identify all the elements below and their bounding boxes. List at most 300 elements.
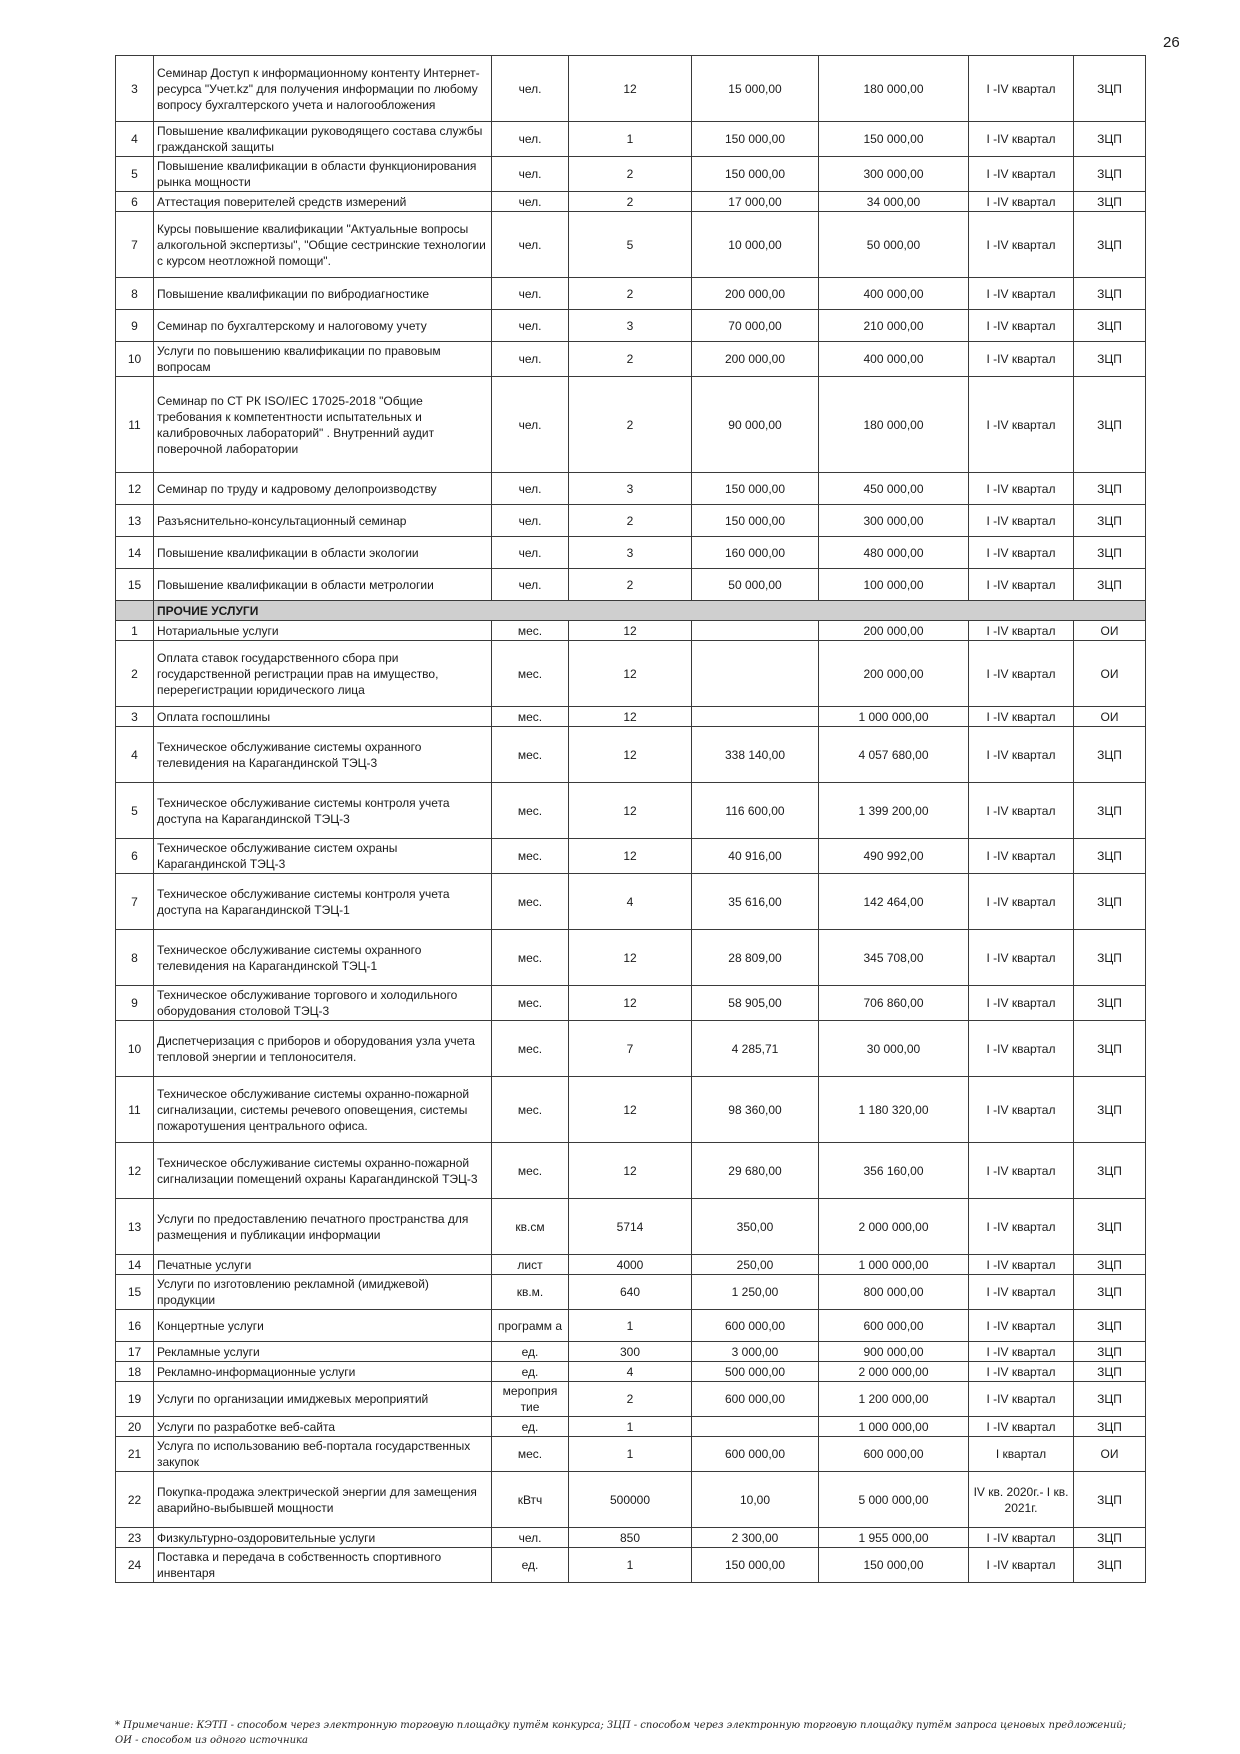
table-body [116,56,1146,1583]
cell-sum: 150 000,00 [819,1548,969,1583]
cell-method: ЗЦП [1074,212,1146,278]
cell-period: I -IV квартал [969,727,1074,783]
cell-unit: мес. [492,783,569,839]
cell-sum: 800 000,00 [819,1275,969,1310]
cell-name: Покупка-продажа электрической энергии для замещения аварийно-выбывшей мощности [154,1472,492,1528]
cell-qty: 12 [569,641,692,707]
cell-sum: 4 057 680,00 [819,727,969,783]
table-row [116,874,1146,930]
section-num-cell [116,601,154,621]
cell-unit: кв.см [492,1199,569,1255]
cell-num: 14 [116,1255,154,1275]
cell-method: ЗЦП [1074,473,1146,505]
cell-sum: 200 000,00 [819,621,969,641]
cell-unit: чел. [492,505,569,537]
cell-sum: 100 000,00 [819,569,969,601]
cell-qty: 12 [569,986,692,1021]
cell-period: I -IV квартал [969,641,1074,707]
table-row [116,1472,1146,1528]
cell-period: I -IV квартал [969,1382,1074,1417]
cell-name: Курсы повышение квалификации "Актуальные вопросы алкогольной экспертизы", "Общие сестринские технологии с курсом неотложной помощи". [154,212,492,278]
cell-price: 50 000,00 [692,569,819,601]
cell-sum: 300 000,00 [819,157,969,192]
cell-period: I -IV квартал [969,56,1074,122]
cell-qty: 2 [569,505,692,537]
cell-period: I -IV квартал [969,1310,1074,1342]
cell-method: ЗЦП [1074,874,1146,930]
procurement-table [115,55,1146,1583]
cell-method: ЗЦП [1074,1417,1146,1437]
cell-name: Оплата госпошлины [154,707,492,727]
cell-qty: 2 [569,192,692,212]
cell-qty: 2 [569,278,692,310]
cell-sum: 900 000,00 [819,1342,969,1362]
cell-price: 250,00 [692,1255,819,1275]
cell-method: ЗЦП [1074,1362,1146,1382]
cell-num: 10 [116,1021,154,1077]
cell-name: Повышение квалификации в области функционирования рынка мощности [154,157,492,192]
cell-price: 70 000,00 [692,310,819,342]
cell-unit: мес. [492,930,569,986]
cell-sum: 1 180 320,00 [819,1077,969,1143]
cell-price: 17 000,00 [692,192,819,212]
cell-unit: мес. [492,1437,569,1472]
cell-num: 5 [116,783,154,839]
cell-period: I -IV квартал [969,783,1074,839]
cell-qty: 12 [569,783,692,839]
table-row [116,986,1146,1021]
cell-price: 10 000,00 [692,212,819,278]
cell-unit: мес. [492,874,569,930]
cell-sum: 5 000 000,00 [819,1472,969,1528]
cell-qty: 1 [569,122,692,157]
cell-qty: 1 [569,1437,692,1472]
cell-num: 11 [116,377,154,473]
cell-name: Семинар по труду и кадровому делопроизводству [154,473,492,505]
cell-qty: 12 [569,1077,692,1143]
cell-name: Услуги по предоставлению печатного пространства для размещения и публикации информации [154,1199,492,1255]
cell-price: 116 600,00 [692,783,819,839]
cell-unit: мес. [492,707,569,727]
cell-method: ОИ [1074,707,1146,727]
table-row [116,1310,1146,1342]
cell-num: 22 [116,1472,154,1528]
cell-period: I -IV квартал [969,930,1074,986]
cell-unit: мес. [492,986,569,1021]
cell-num: 17 [116,1342,154,1362]
cell-qty: 4 [569,874,692,930]
cell-name: Физкультурно-оздоровительные услуги [154,1528,492,1548]
cell-method: ОИ [1074,641,1146,707]
cell-method: ЗЦП [1074,192,1146,212]
cell-price: 160 000,00 [692,537,819,569]
cell-unit: чел. [492,377,569,473]
cell-method: ЗЦП [1074,930,1146,986]
table-row [116,707,1146,727]
cell-name: Печатные услуги [154,1255,492,1275]
cell-sum: 142 464,00 [819,874,969,930]
cell-method: ЗЦП [1074,1143,1146,1199]
cell-qty: 12 [569,621,692,641]
table-row [116,839,1146,874]
cell-name: Услуги по повышению квалификации по правовым вопросам [154,342,492,377]
cell-period: I -IV квартал [969,569,1074,601]
cell-period: I -IV квартал [969,278,1074,310]
cell-qty: 3 [569,537,692,569]
cell-name: Рекламные услуги [154,1342,492,1362]
cell-num: 12 [116,1143,154,1199]
cell-qty: 7 [569,1021,692,1077]
cell-period: I -IV квартал [969,1528,1074,1548]
cell-period: I -IV квартал [969,1275,1074,1310]
cell-period: I -IV квартал [969,537,1074,569]
cell-method: ЗЦП [1074,122,1146,157]
cell-unit: чел. [492,278,569,310]
cell-sum: 34 000,00 [819,192,969,212]
cell-method: ЗЦП [1074,278,1146,310]
cell-num: 6 [116,192,154,212]
cell-method: ЗЦП [1074,537,1146,569]
cell-num: 13 [116,1199,154,1255]
cell-sum: 600 000,00 [819,1437,969,1472]
cell-sum: 50 000,00 [819,212,969,278]
cell-name: Техническое обслуживание торгового и холодильного оборудования столовой ТЭЦ-3 [154,986,492,1021]
cell-method: ЗЦП [1074,727,1146,783]
cell-period: I -IV квартал [969,377,1074,473]
cell-unit: мес. [492,621,569,641]
cell-sum: 2 000 000,00 [819,1362,969,1382]
cell-unit: чел. [492,122,569,157]
table-row [116,1255,1146,1275]
cell-qty: 3 [569,473,692,505]
cell-price: 98 360,00 [692,1077,819,1143]
cell-price: 58 905,00 [692,986,819,1021]
table-row [116,377,1146,473]
cell-period: I -IV квартал [969,1417,1074,1437]
table-row [116,1382,1146,1417]
cell-unit: чел. [492,537,569,569]
cell-name: Услуги по изготовлению рекламной (имиджевой) продукции [154,1275,492,1310]
cell-num: 3 [116,56,154,122]
cell-period: I -IV квартал [969,1255,1074,1275]
cell-method: ОИ [1074,1437,1146,1472]
cell-price: 200 000,00 [692,342,819,377]
cell-period: I -IV квартал [969,986,1074,1021]
cell-num: 16 [116,1310,154,1342]
cell-num: 14 [116,537,154,569]
cell-period: I -IV квартал [969,874,1074,930]
cell-num: 8 [116,930,154,986]
cell-unit: кВтч [492,1472,569,1528]
cell-qty: 2 [569,157,692,192]
cell-method: ЗЦП [1074,839,1146,874]
cell-unit: ед. [492,1417,569,1437]
cell-num: 18 [116,1362,154,1382]
cell-qty: 12 [569,56,692,122]
cell-qty: 12 [569,930,692,986]
table-row [116,641,1146,707]
cell-price: 600 000,00 [692,1310,819,1342]
cell-name: Техническое обслуживание систем охраны Карагандинской ТЭЦ-3 [154,839,492,874]
cell-name: Повышение квалификации в области экологии [154,537,492,569]
cell-sum: 1 399 200,00 [819,783,969,839]
cell-qty: 300 [569,1342,692,1362]
cell-method: ОИ [1074,621,1146,641]
cell-method: ЗЦП [1074,569,1146,601]
table-row [116,473,1146,505]
cell-unit: мес. [492,839,569,874]
table-row [116,56,1146,122]
cell-unit: чел. [492,157,569,192]
cell-name: Оплата ставок государственного сбора при государственной регистрации прав на имущество, перерегистрации юридического лица [154,641,492,707]
cell-num: 24 [116,1548,154,1583]
table-row [116,505,1146,537]
cell-method: ЗЦП [1074,505,1146,537]
cell-name: Техническое обслуживание системы контроля учета доступа на Карагандинской ТЭЦ-1 [154,874,492,930]
cell-num: 19 [116,1382,154,1417]
cell-price: 10,00 [692,1472,819,1528]
cell-num: 20 [116,1417,154,1437]
cell-unit: ед. [492,1342,569,1362]
cell-price: 2 300,00 [692,1528,819,1548]
cell-sum: 480 000,00 [819,537,969,569]
cell-price: 150 000,00 [692,122,819,157]
cell-unit: мес. [492,1021,569,1077]
cell-sum: 400 000,00 [819,278,969,310]
cell-method: ЗЦП [1074,157,1146,192]
cell-method: ЗЦП [1074,310,1146,342]
cell-unit: мероприя тие [492,1382,569,1417]
cell-price [692,1417,819,1437]
cell-price: 150 000,00 [692,1548,819,1583]
cell-period: IV кв. 2020г.- I кв. 2021г. [969,1472,1074,1528]
cell-sum: 600 000,00 [819,1310,969,1342]
cell-method: ЗЦП [1074,1342,1146,1362]
cell-period: I -IV квартал [969,1143,1074,1199]
cell-sum: 1 000 000,00 [819,707,969,727]
cell-period: I -IV квартал [969,122,1074,157]
cell-name: Диспетчеризация с приборов и оборудования узла учета тепловой энергии и теплоносителя. [154,1021,492,1077]
table-row [116,1437,1146,1472]
cell-sum: 2 000 000,00 [819,1199,969,1255]
cell-period: I -IV квартал [969,1021,1074,1077]
cell-price: 40 916,00 [692,839,819,874]
cell-price: 35 616,00 [692,874,819,930]
cell-method: ЗЦП [1074,1548,1146,1583]
cell-num: 4 [116,122,154,157]
cell-sum: 200 000,00 [819,641,969,707]
cell-period: I -IV квартал [969,1199,1074,1255]
cell-price: 500 000,00 [692,1362,819,1382]
table-row [116,212,1146,278]
cell-method: ЗЦП [1074,1077,1146,1143]
table-row [116,930,1146,986]
page-number: 26 [1163,34,1180,51]
cell-num: 3 [116,707,154,727]
cell-price: 600 000,00 [692,1382,819,1417]
cell-period: I -IV квартал [969,342,1074,377]
cell-qty: 1 [569,1417,692,1437]
cell-qty: 5 [569,212,692,278]
cell-unit: мес. [492,641,569,707]
cell-period: I -IV квартал [969,310,1074,342]
cell-num: 7 [116,212,154,278]
cell-unit: мес. [492,727,569,783]
cell-num: 21 [116,1437,154,1472]
table-row [116,1528,1146,1548]
table-row [116,342,1146,377]
cell-name: Услуга по использованию веб-портала государственных закупок [154,1437,492,1472]
cell-unit: лист [492,1255,569,1275]
cell-name: Разъяснительно-консультационный семинар [154,505,492,537]
cell-unit: программ а [492,1310,569,1342]
table-row [116,569,1146,601]
cell-num: 11 [116,1077,154,1143]
cell-name: Техническое обслуживание системы охранно-пожарной сигнализации помещений охраны Карагандинской ТЭЦ-3 [154,1143,492,1199]
cell-qty: 4 [569,1362,692,1382]
table-row [116,192,1146,212]
cell-name: Нотариальные услуги [154,621,492,641]
cell-price: 200 000,00 [692,278,819,310]
cell-period: I -IV квартал [969,473,1074,505]
cell-unit: чел. [492,212,569,278]
table-row [116,1077,1146,1143]
cell-sum: 1 000 000,00 [819,1255,969,1275]
cell-period: I -IV квартал [969,621,1074,641]
cell-name: Поставка и передача в собственность спортивного инвентаря [154,1548,492,1583]
cell-name: Концертные услуги [154,1310,492,1342]
cell-qty: 640 [569,1275,692,1310]
cell-name: Аттестация поверителей средств измерений [154,192,492,212]
cell-unit: чел. [492,569,569,601]
cell-price: 150 000,00 [692,505,819,537]
cell-unit: кв.м. [492,1275,569,1310]
cell-name: Повышение квалификации по вибродиагностике [154,278,492,310]
table-row [116,122,1146,157]
cell-name: Услуги по организации имиджевых мероприятий [154,1382,492,1417]
cell-unit: чел. [492,310,569,342]
cell-period: I -IV квартал [969,1362,1074,1382]
cell-sum: 180 000,00 [819,56,969,122]
cell-sum: 356 160,00 [819,1143,969,1199]
table-row [116,310,1146,342]
cell-unit: ед. [492,1548,569,1583]
cell-sum: 30 000,00 [819,1021,969,1077]
cell-qty: 12 [569,707,692,727]
table-row [116,1417,1146,1437]
table-row [116,621,1146,641]
cell-unit: чел. [492,56,569,122]
cell-sum: 1 955 000,00 [819,1528,969,1548]
cell-num: 2 [116,641,154,707]
cell-sum: 400 000,00 [819,342,969,377]
cell-num: 5 [116,157,154,192]
cell-price: 150 000,00 [692,473,819,505]
cell-name: Техническое обслуживание системы охранно-пожарной сигнализации, системы речевого оповещения, системы пожаротушения центрального офиса. [154,1077,492,1143]
table-row [116,1275,1146,1310]
cell-method: ЗЦП [1074,783,1146,839]
cell-sum: 210 000,00 [819,310,969,342]
table-row [116,1199,1146,1255]
cell-name: Повышение квалификации руководящего состава службы гражданской защиты [154,122,492,157]
cell-qty: 500000 [569,1472,692,1528]
cell-sum: 1 000 000,00 [819,1417,969,1437]
cell-method: ЗЦП [1074,342,1146,377]
table-row [116,537,1146,569]
cell-period: I -IV квартал [969,505,1074,537]
cell-qty: 5714 [569,1199,692,1255]
cell-price [692,621,819,641]
cell-method: ЗЦП [1074,1472,1146,1528]
cell-price: 338 140,00 [692,727,819,783]
cell-period: I -IV квартал [969,839,1074,874]
cell-price: 600 000,00 [692,1437,819,1472]
cell-method: ЗЦП [1074,377,1146,473]
cell-qty: 3 [569,310,692,342]
cell-qty: 12 [569,1143,692,1199]
table-row [116,157,1146,192]
cell-period: I квартал [969,1437,1074,1472]
cell-method: ЗЦП [1074,1275,1146,1310]
cell-num: 7 [116,874,154,930]
cell-sum: 300 000,00 [819,505,969,537]
table-row [116,1362,1146,1382]
cell-name: Рекламно-информационные услуги [154,1362,492,1382]
cell-price: 28 809,00 [692,930,819,986]
cell-name: Техническое обслуживание системы охранного телевидения на Карагандинской ТЭЦ-3 [154,727,492,783]
cell-period: I -IV квартал [969,1077,1074,1143]
cell-sum: 1 200 000,00 [819,1382,969,1417]
cell-unit: мес. [492,1077,569,1143]
cell-price: 150 000,00 [692,157,819,192]
cell-unit: чел. [492,1528,569,1548]
table-row [116,1342,1146,1362]
cell-price: 1 250,00 [692,1275,819,1310]
cell-sum: 706 860,00 [819,986,969,1021]
cell-name: Повышение квалификации в области метрологии [154,569,492,601]
cell-num: 13 [116,505,154,537]
cell-period: I -IV квартал [969,707,1074,727]
footnote: * Примечание: КЭТП - способом через электронную торговую площадку путём конкурса; ЗЦП - способом через электронную торговую площадку путём запроса ценовых предложений; ОИ - способом из одного источника [115,1720,1127,1746]
cell-num: 12 [116,473,154,505]
cell-num: 8 [116,278,154,310]
cell-qty: 850 [569,1528,692,1548]
cell-method: ЗЦП [1074,1255,1146,1275]
cell-num: 10 [116,342,154,377]
cell-name: Семинар по СТ РК ISO/IEC 17025-2018 "Общие требования к компетентности испытательных и калибровочных лабораторий" . Внутренний аудит поверочной лаборатории [154,377,492,473]
cell-num: 6 [116,839,154,874]
cell-price: 90 000,00 [692,377,819,473]
table-row [116,783,1146,839]
cell-method: ЗЦП [1074,1199,1146,1255]
table-row [116,727,1146,783]
table-row [116,1143,1146,1199]
cell-method: ЗЦП [1074,986,1146,1021]
cell-qty: 12 [569,839,692,874]
cell-method: ЗЦП [1074,1382,1146,1417]
table-row [116,278,1146,310]
cell-qty: 1 [569,1548,692,1583]
cell-num: 15 [116,569,154,601]
cell-qty: 4000 [569,1255,692,1275]
table-row [116,1021,1146,1077]
cell-num: 23 [116,1528,154,1548]
cell-qty: 1 [569,1310,692,1342]
cell-price [692,707,819,727]
cell-price: 3 000,00 [692,1342,819,1362]
cell-qty: 2 [569,569,692,601]
cell-unit: чел. [492,342,569,377]
